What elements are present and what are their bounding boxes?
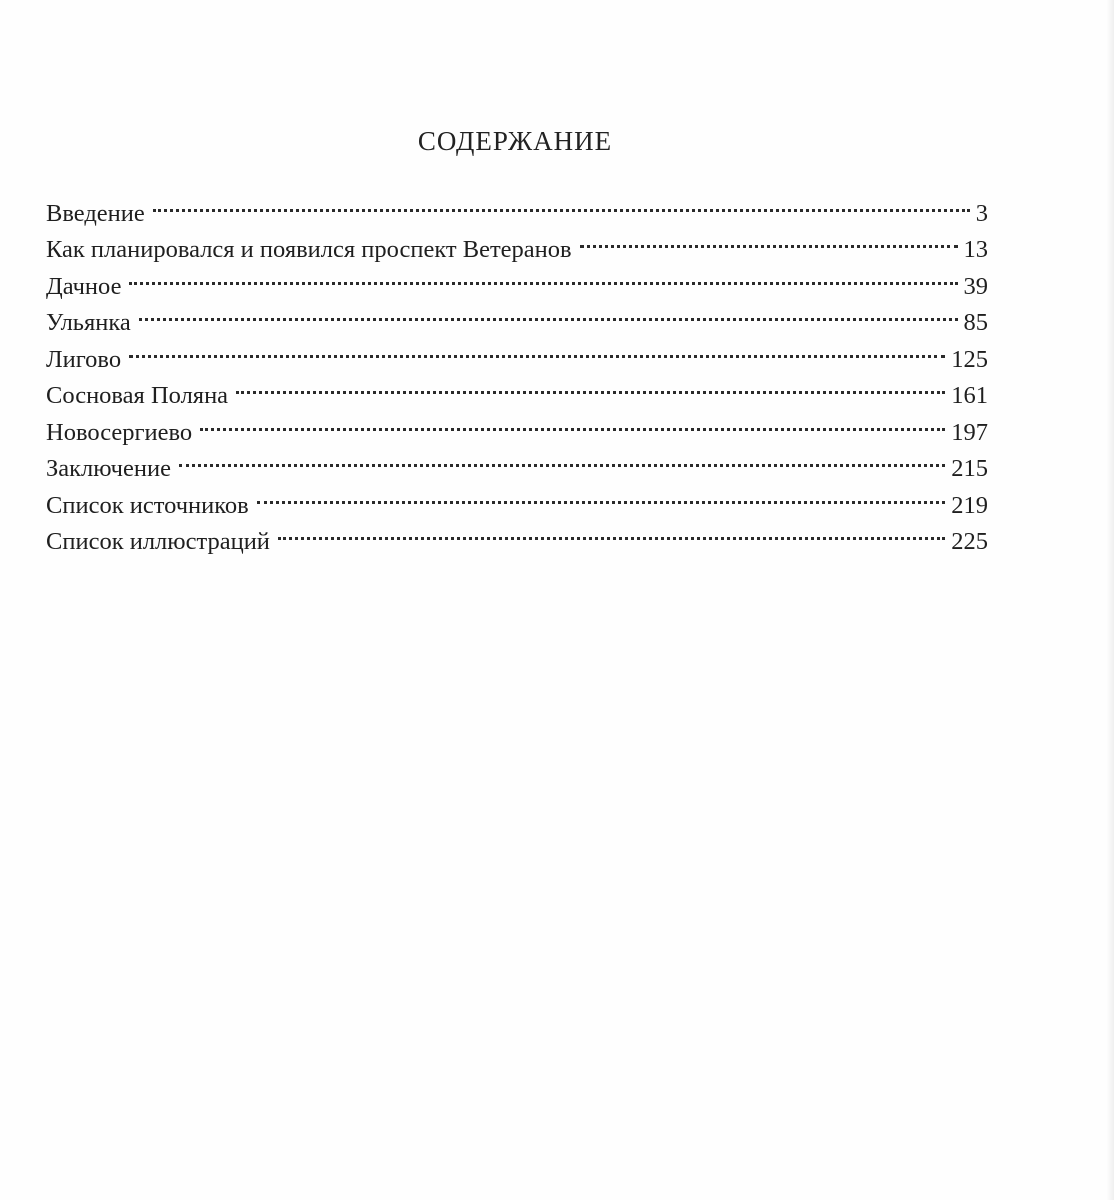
toc-entry [46,257,988,300]
toc-dot-leader [179,440,947,477]
toc-entry-label: Список источников [46,491,249,519]
toc-entry-label: Дачное [46,272,122,300]
toc-dot-leader [200,403,947,440]
toc-entry-label: Новосергиево [46,418,193,446]
toc-entry-page: 13 [963,236,988,263]
toc-entry [46,330,988,373]
toc-entry-page: 39 [963,272,988,300]
toc-entry-page: 161 [951,382,988,409]
toc-entry-page: 85 [963,309,988,336]
toc-entry-page: 197 [951,418,988,446]
toc-dot-leader [257,476,948,513]
toc-dot-leader [278,513,947,550]
toc-entry [46,184,988,227]
toc-entry-page: 215 [951,455,988,482]
toc-entry-label: Заключение [46,455,171,482]
toc-dot-leader [153,184,972,221]
toc-entry [46,367,988,409]
toc-entry-page: 219 [951,491,988,519]
toc-entry [46,221,988,263]
toc-entry [46,440,988,482]
toc-entry-label: Введение [46,199,145,227]
toc-entry-label: Ульянка [46,309,131,336]
table-of-contents [46,184,988,555]
page-edge-shadow [1106,0,1114,1200]
toc-entry-page: 225 [951,528,988,555]
toc-dot-leader [129,330,947,367]
page-title: СОДЕРЖАНИЕ [417,126,613,157]
toc-entry-label: Сосновая Поляна [46,382,229,409]
toc-dot-leader [129,257,959,294]
toc-entry-page: 3 [975,199,988,227]
toc-entry [46,294,988,336]
toc-dot-leader [236,367,947,404]
toc-dot-leader [139,294,960,331]
toc-dot-leader [580,221,960,258]
toc-entry-page: 125 [951,345,988,373]
toc-entry-label: Лигово [46,345,122,373]
toc-entry [46,476,988,519]
toc-entry-label: Как планировался и появился проспект Ветеранов [46,236,572,263]
toc-entry-label: Список иллюстраций [46,528,270,555]
